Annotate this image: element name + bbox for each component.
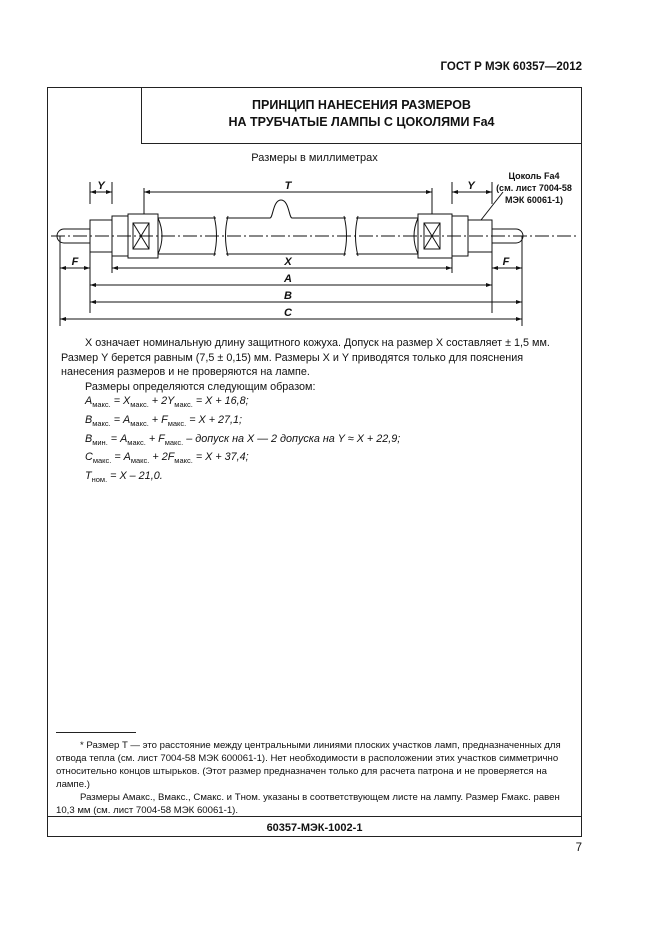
footnote-1: * Размер T — это расстояние между центральными линиями плоских участков ламп, предназначенных для отвода тепла (см. лист 7004-58 МЭК 600061-1). Нет необходимости в расположении этих участков симметрично относительно концов штырьков. (Этот размер предназначен только для расчета патрона и не проверяется на лампе.) (56, 740, 561, 790)
label-c: C (284, 307, 292, 319)
label-f-right: F (502, 256, 510, 268)
base-label-2: (см. лист 7004-58 (496, 183, 572, 193)
tube-break-left (214, 216, 228, 256)
label-t: T (284, 180, 292, 192)
title-line-1: ПРИНЦИП НАНЕСЕНИЯ РАЗМЕРОВ (252, 98, 471, 112)
explanation-text (61, 336, 577, 487)
label-y-right: Y (467, 180, 475, 192)
formula-c-max: $C_{макс.} = A_{макс.} + 2F_{макс.} = X + 37,4$; (85, 451, 249, 466)
figure-frame (47, 87, 582, 837)
label-y-left: Y (97, 180, 105, 192)
formula-b-max: $B_{макс.} = A_{макс.} + F_{макс.} = X + 27,1$; (85, 413, 243, 429)
base-label-3: МЭК 60061-1) (505, 195, 563, 205)
label-a: A (284, 273, 292, 285)
paragraph-1: X означает номинальную длину защитного кожуха. Допуск на размер X составляет ± 1,5 мм. Размер Y берется равным (7,5 ± 0,15) мм. Размеры X и Y приводятся только для пояснения нанесения размеров и не проверяются на лампе. (61, 337, 550, 379)
lamp-dimension-drawing (48, 88, 581, 333)
formula-b-min: $B_{мин.} = A_{макс.} + F_{макс.}$ – допуск на X — 2 допуска на Y ≈ X + 22,9; (85, 432, 401, 447)
footnotes (56, 739, 577, 817)
label-f-left: F (71, 256, 79, 268)
tube-middle-top (226, 200, 346, 218)
formula-a-max: $A_{макс.} = X_{макс.} + 2Y_{макс.} = X + 16,8$; (85, 395, 249, 410)
footnote-2: Размеры Aмакс., Bмакс., Cмакс. и Tном. указаны в соответствующем листе на лампу. Размер Fмакс. равен 10,3 мм (см. лист 7004-58 МЭК 60061-1). (56, 792, 560, 816)
title-line-2: НА ТРУБЧАТЫЕ ЛАМПЫ С ЦОКОЛЯМИ Fa4 (228, 115, 495, 129)
standard-number: ГОСТ Р МЭК 60357—2012 (440, 61, 582, 73)
base-label-1: Цоколь Fa4 (508, 171, 560, 181)
formula-t-nom: $T_{ном.} = X - 21,0$. (85, 469, 163, 484)
page-number: 7 (575, 842, 582, 854)
label-x: X (284, 256, 292, 268)
paragraph-2: Размеры определяются следующим образом: (85, 380, 316, 393)
drawing-caption: Размеры в миллиметрах (251, 152, 378, 164)
footnote-divider (56, 732, 136, 733)
sheet-code: 60357-МЭК-1002-1 (48, 816, 581, 834)
label-b: B (284, 290, 292, 302)
